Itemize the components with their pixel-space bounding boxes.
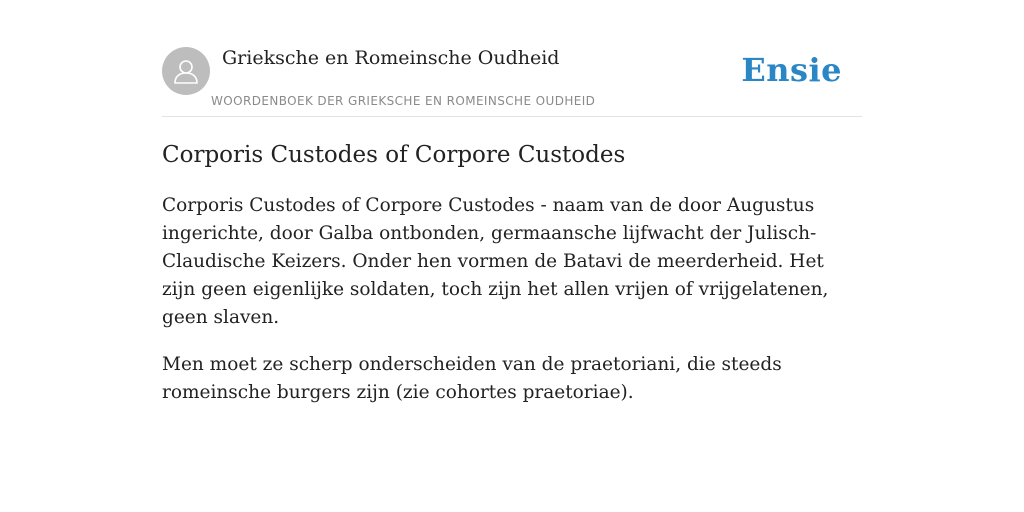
book-header	[162, 0, 862, 117]
entry-title: Corporis Custodes of Corpore Custodes	[162, 142, 626, 168]
avatar[interactable]	[162, 47, 210, 95]
entry-body	[162, 192, 862, 426]
user-icon	[171, 56, 201, 86]
ensie-logo[interactable]: Ensie	[741, 51, 842, 89]
book-subtitle: WOORDENBOEK DER GRIEKSCHE EN ROMEINSCHE OUDHEID	[211, 94, 596, 108]
entry-card	[162, 0, 862, 403]
entry-paragraph: Corporis Custodes of Corpore Custodes - naam van de door Augustus ingerichte, door Galba ontbonden, germaansche lijfwacht der Julisch- Claudische Keizers. Onder hen vormen de Batavi de meerderheid. Het zijn geen eigenlijke soldaten, toch zijn het allen vrijen of vrijgelatenen, geen slaven.	[162, 195, 829, 328]
entry-paragraph: Men moet ze scherp onderscheiden van de praetoriani, die steeds romeinsche burgers zijn (zie cohortes praetoriae).	[162, 354, 782, 403]
book-title[interactable]: Grieksche en Romeinsche Oudheid	[222, 47, 560, 69]
